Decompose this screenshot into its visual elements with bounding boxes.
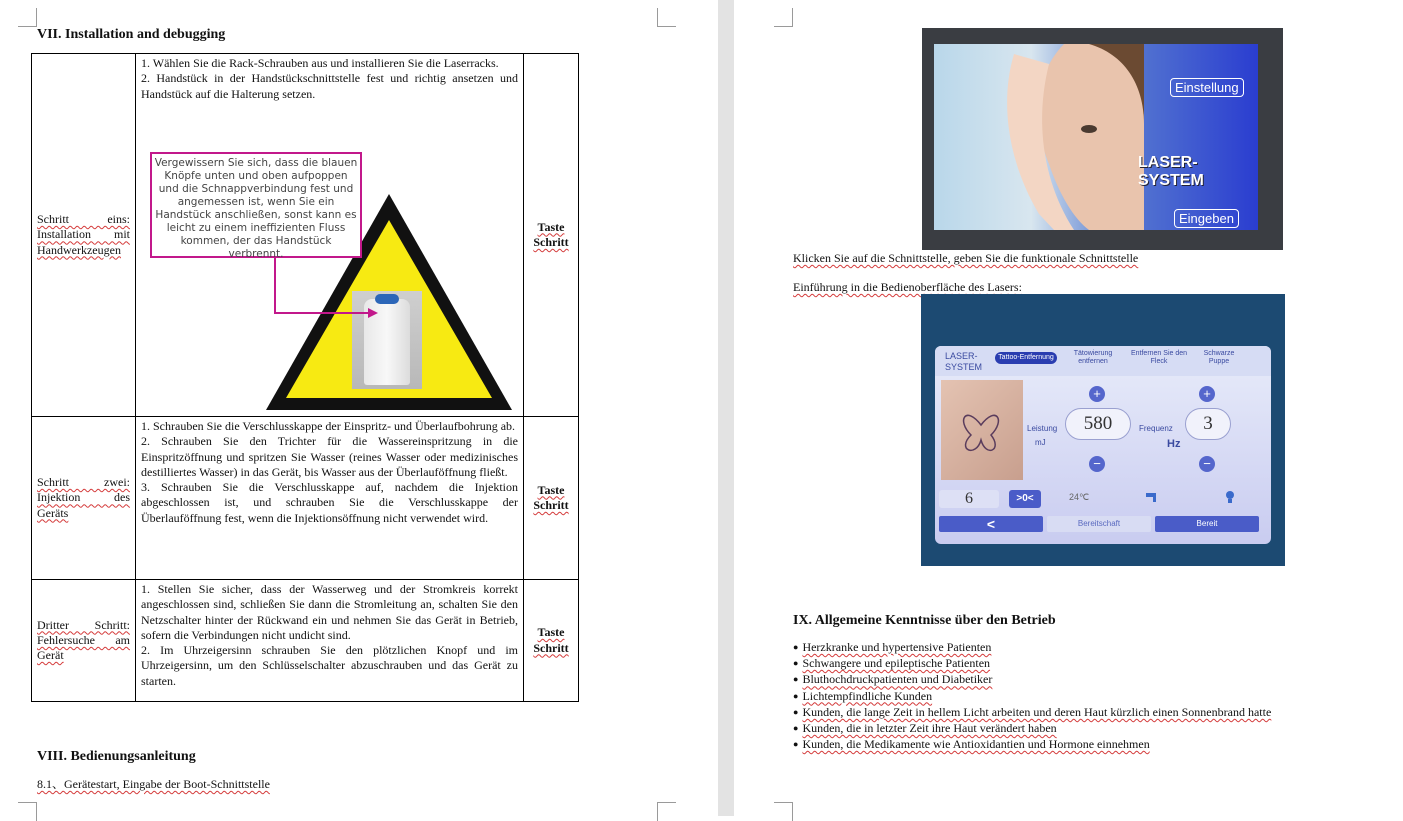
caption-click-interface-text: Klicken Sie auf die Schnittstelle, geben Sie die funktionale Schnittstelle	[793, 251, 1139, 265]
standby-button[interactable]: Bereitschaft	[1047, 516, 1151, 532]
pointer-arrow-icon	[270, 258, 380, 318]
page-gutter	[718, 0, 734, 816]
instruction-line: 1. Wählen Sie die Rack-Schrauben aus und installieren Sie die Laserracks.	[141, 56, 499, 70]
instruction-line: 3. Schrauben Sie die Verschlusskappe auf, nachdem die Injektion abgeschlossen ist, und schrauben Sie die Verschlusskappe der Überlauföffnung fest, wenn die Injektionsöffnung nicht verwendet wird.	[141, 480, 518, 525]
key-step-label: Taste Schritt	[533, 625, 569, 655]
list-item	[793, 721, 1271, 737]
power-increase-button[interactable]: +	[1089, 386, 1105, 402]
step-label-cell	[32, 54, 136, 417]
boot-screen-display	[934, 44, 1258, 230]
power-label: Leistung	[1027, 424, 1058, 433]
caption-intro-ui-text: Einführung in die Bedienoberfläche des Lasers:	[793, 280, 1022, 294]
instructions-cell	[136, 417, 524, 580]
list-item-text: Bluthochdruckpatienten und Diabetiker	[802, 672, 993, 687]
instruction-line: 2. Im Uhrzeigersinn schrauben Sie den plötzlichen Knopf und im Uhrzeigersinn, um den Schlüsselschalter abzuschrauben und das Gerät zu starten.	[141, 643, 518, 688]
list-item-text: Herzkranke und hypertensive Patienten	[802, 640, 992, 654]
ready-button[interactable]: Bereit	[1155, 516, 1259, 532]
warning-callout: Vergewissern Sie sich, dass die blauen Knöpfe unten und oben aufpoppen und die Schnappverbindung fest und angemessen ist, wenn Sie ein Handstück anschließen, sonst kann es leicht zu einem ineffizienten Fluss kommen, der das Handstück verbrennt.	[150, 152, 362, 258]
section-8-title: VIII. Bedienungsanleitung	[37, 749, 196, 764]
list-item-text: Kunden, die in letzter Zeit ihre Haut verändert haben	[802, 721, 1057, 736]
water-tap-icon	[1145, 490, 1159, 504]
face-illustration-icon	[994, 44, 1144, 230]
page-corner-mark	[657, 802, 676, 821]
list-item-text: Kunden, die Medikamente wie Antioxidantien und Hormone einnehmen	[802, 737, 1150, 752]
page-corner-mark	[774, 8, 793, 27]
page-corner-mark	[18, 8, 37, 27]
pulse-counter: 6	[939, 490, 999, 508]
table-row	[32, 580, 579, 702]
frequency-label: Frequenz	[1139, 424, 1173, 433]
page-corner-mark	[774, 802, 793, 821]
enter-button[interactable]: Eingeben	[1174, 209, 1239, 228]
frequency-decrease-button[interactable]: −	[1199, 456, 1215, 472]
tab-tattoo-entfernen[interactable]: Tätowierung entfernen	[1073, 350, 1113, 365]
instruction-line: 1. Schrauben Sie die Verschlusskappe der Einspritz- und Überlaufbohrung ab.	[141, 419, 516, 433]
list-item	[793, 656, 1271, 672]
boot-screen-title: LASER-SYSTEM	[1138, 154, 1204, 189]
butterfly-icon	[941, 380, 1023, 480]
list-item	[793, 737, 1271, 753]
step-label: Dritter Schritt: Fehlersuche am Gerät	[37, 617, 130, 663]
frequency-value-display: 3	[1185, 408, 1231, 440]
caption-intro-ui	[793, 280, 1022, 295]
boot-screen-photo	[922, 28, 1283, 250]
contraindication-list	[793, 640, 1271, 753]
operation-screen-display	[935, 346, 1271, 544]
tab-black-doll[interactable]: Schwarze Puppe	[1203, 350, 1235, 365]
section-7-title: VII. Installation and debugging	[37, 27, 226, 42]
light-bulb-icon	[1223, 490, 1237, 504]
power-decrease-button[interactable]: −	[1089, 456, 1105, 472]
list-item	[793, 640, 1271, 656]
table-row	[32, 417, 579, 580]
key-step-label: Taste Schritt	[533, 482, 569, 512]
frequency-increase-button[interactable]: +	[1199, 386, 1215, 402]
page-corner-mark	[657, 8, 676, 27]
settings-button[interactable]: Einstellung	[1170, 78, 1244, 97]
op-logo: LASER-SYSTEM	[945, 351, 983, 372]
key-step-cell	[524, 580, 579, 702]
temperature-readout: 24℃	[1069, 492, 1090, 502]
frequency-unit: Hz	[1167, 438, 1181, 450]
reset-counter-button[interactable]: >0<	[1009, 490, 1041, 508]
key-step-cell	[524, 54, 579, 417]
list-item-text: Lichtempfindliche Kunden	[802, 688, 933, 703]
instructions-cell	[136, 580, 524, 702]
key-step-label: Taste Schritt	[533, 219, 569, 249]
power-value-display: 580	[1065, 408, 1131, 440]
list-item	[793, 705, 1271, 721]
instruction-line: 2. Schrauben Sie den Trichter für die Wassereinspritzung in die Einspritzöffnung und spritzen Sie Wasser (reines Wasser oder medizinisches destilliertes Wasser) in das Gerät, bis Wasser aus der Überlauföffnung fließt.	[141, 434, 518, 479]
page-corner-mark	[18, 802, 37, 821]
step-label-cell	[32, 417, 136, 580]
back-button[interactable]: <	[939, 516, 1043, 532]
subsection-8-1	[37, 775, 270, 792]
key-step-cell	[524, 417, 579, 580]
list-item-text: Kunden, die lange Zeit in hellem Licht arbeiten und deren Haut kürzlich einen Sonnenbrand hatte	[802, 704, 1272, 719]
instruction-line: 1. Stellen Sie sicher, dass der Wasserweg und der Stromkreis korrekt angeschlossen sind, schließen Sie dann die Stromleitung an, schalten Sie den Netzschalter hinter der Rückwand ein und nehmen Sie das Gerät in Betrieb, sofern die Verbindungen nicht undicht sind.	[141, 582, 518, 642]
tab-tattoo-removal[interactable]: Tattoo-Entfernung	[995, 352, 1057, 364]
list-item	[793, 689, 1271, 705]
document-page-right	[734, 0, 1403, 816]
list-item-text: Schwangere und epileptische Patienten	[802, 656, 991, 671]
list-item	[793, 672, 1271, 688]
step-label: Schritt eins: Installation mit Handwerkzeugen	[37, 212, 130, 257]
caption-click-interface	[793, 251, 1138, 266]
power-unit: mJ	[1035, 438, 1046, 447]
subsection-8-1-text: 8.1、Gerätestart, Eingabe der Boot-Schnittstelle	[37, 777, 270, 791]
tab-stain-removal[interactable]: Entfernen Sie den Fleck	[1130, 350, 1188, 365]
tattoo-preview-image	[941, 380, 1023, 480]
section-9-title: IX. Allgemeine Kenntnisse über den Betrieb	[793, 613, 1056, 628]
operation-screen-photo	[921, 294, 1285, 566]
instruction-line: 2. Handstück in der Handstückschnittstelle fest und richtig ansetzen und Handstück auf die Halterung setzen.	[141, 71, 518, 101]
step-label-cell	[32, 580, 136, 702]
step-label: Schritt zwei: Injektion des Geräts	[37, 475, 130, 520]
